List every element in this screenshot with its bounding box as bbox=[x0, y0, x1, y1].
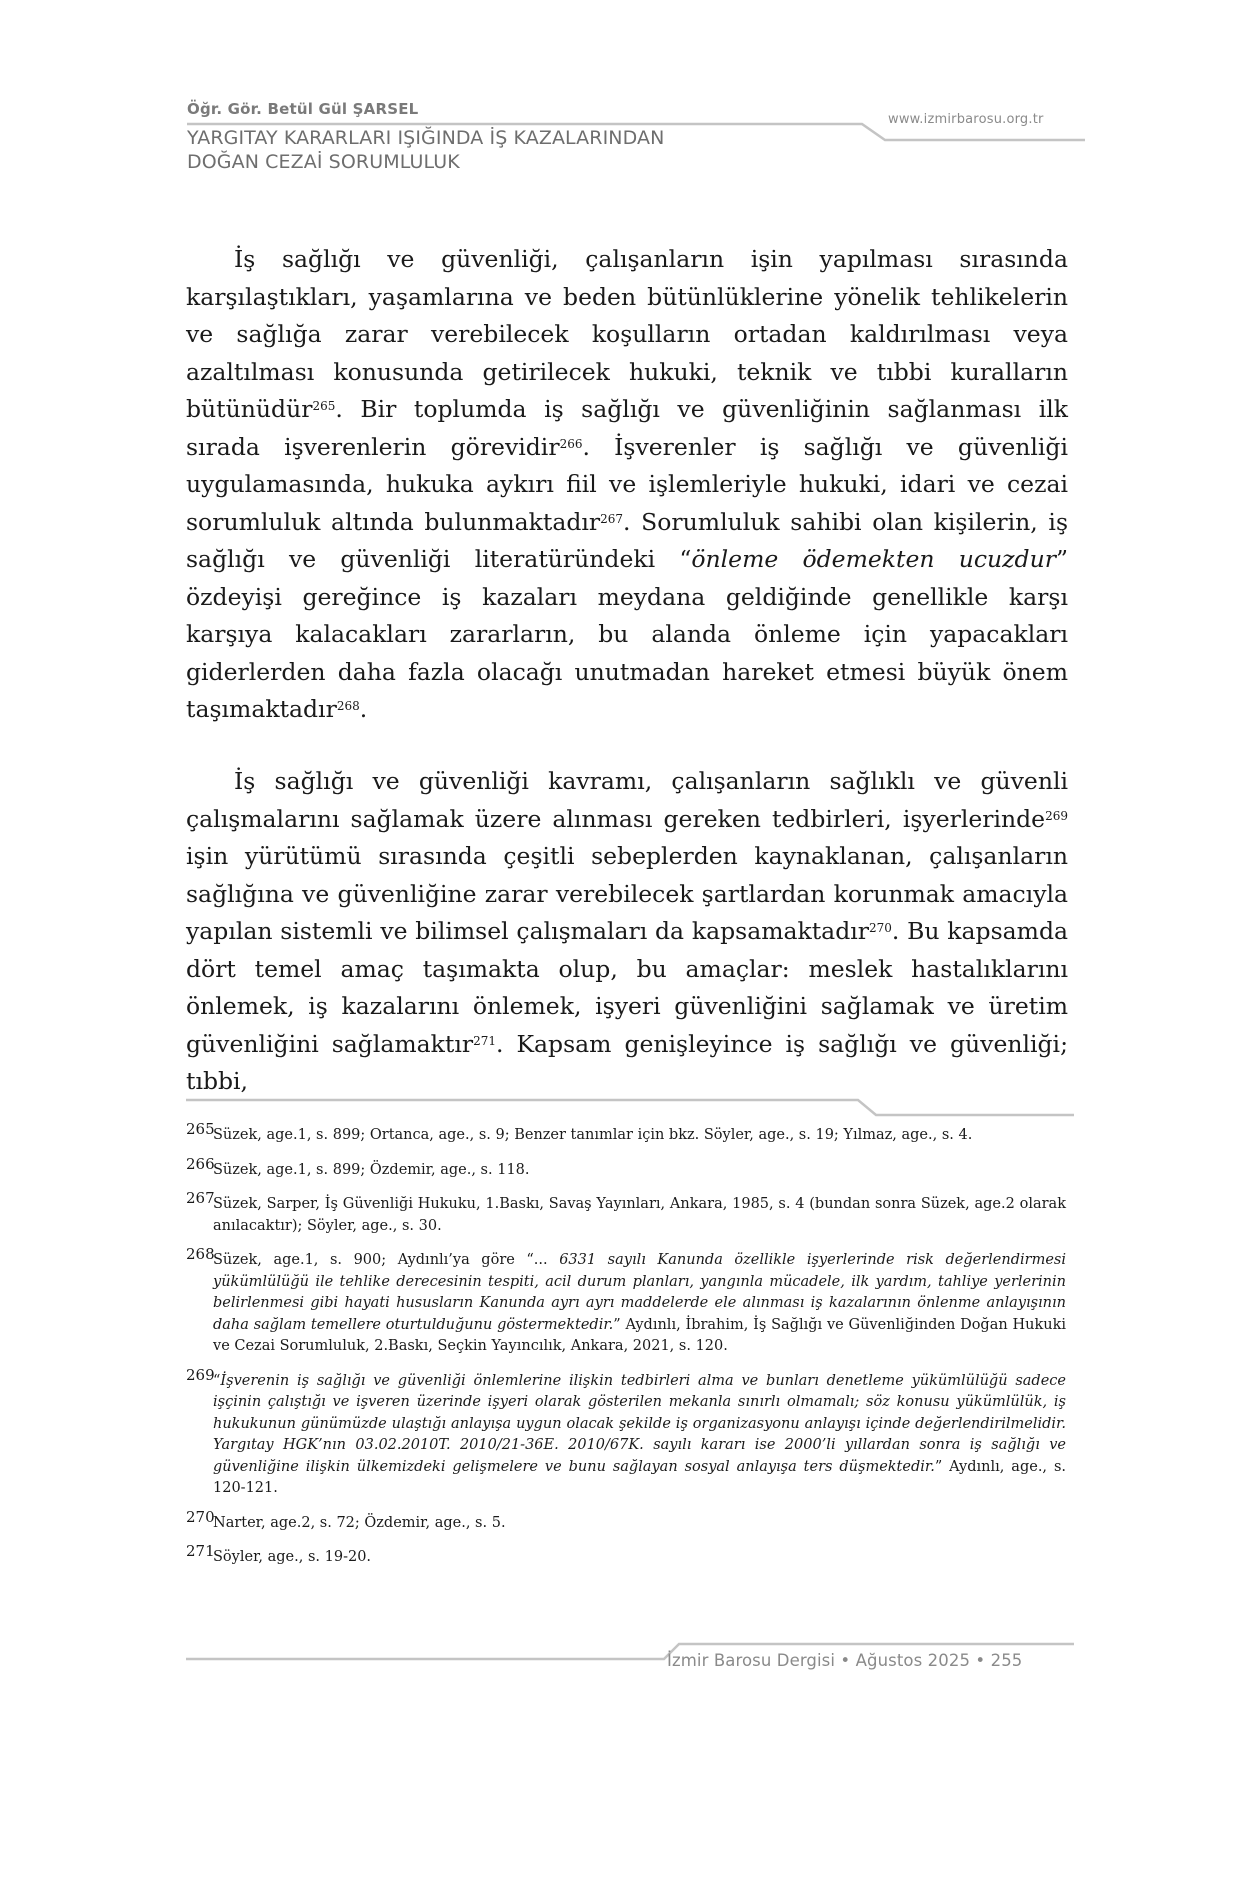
footnote-268 bbox=[186, 1245, 1066, 1358]
text-run: . İşverenler iş sağlığı ve güvenliği uygulamasında, hukuka aykırı fiil ve işlemleriyle hukuki, idari ve cezai sorumluluk altında bulunmaktadır bbox=[186, 432, 1068, 536]
footnote-quote: İşverenin iş sağlığı ve güvenliği önlemlerine ilişkin tedbirleri alma ve bunları denetleme yükümlülüğü sadece işçinin çalıştığı ve işveren üzerinde işyeri olarak gösterilen mekanla sınırlı olmamalı; söz konusu yükümlülük, iş hukukunun günümüzde ulaştığı anlayışa uygun olacak şekilde iş organizasyonu anlayışı içinde değerlendirilmelidir. Yargıtay HGK’nın 03.02.2010T. 2010/21-36E. 2010/67K. sayılı kararı ise 2000’li yıllardan sonra iş sağlığı ve güvenliğine ilişkin ülkemizdeki gelişmelere ve bunu sağlayan sosyal anlayışa ters düşmektedir. bbox=[213, 1372, 1066, 1475]
footnote-text: ” Aydınlı, İbrahim, İş Sağlığı ve Güvenliğinden Doğan Hukuki ve Cezai Sorumluluk, 2.Baskı, Seçkin Yayıncılık, Ankara, 2021, s. 120. bbox=[213, 1316, 1066, 1354]
article-title bbox=[187, 126, 664, 174]
footnote-271 bbox=[186, 1542, 1066, 1569]
footnote-text: Süzek, Sarper, İş Güvenliği Hukuku, 1.Baskı, Savaş Yayınları, Ankara, 1985, s. 4 (bundan sonra Süzek, age.2 olarak anılacaktır); Söyler, age., s. 30. bbox=[213, 1196, 1066, 1234]
text-run: . bbox=[359, 695, 368, 723]
footnote-text: “ bbox=[213, 1372, 221, 1389]
footnote-number: 265 bbox=[186, 1120, 215, 1138]
footnote-ref[interactable]: 265 bbox=[312, 399, 336, 413]
footnote-number: 266 bbox=[186, 1154, 215, 1173]
footnote-text: Süzek, age.1, s. 900; Aydınlı’ya göre “... bbox=[213, 1252, 560, 1268]
issue-date: Ağustos 2025 bbox=[855, 1651, 971, 1670]
footnotes bbox=[186, 1120, 1067, 1582]
body-paragraph-2 bbox=[186, 763, 1068, 1101]
footnote-number: 267 bbox=[186, 1189, 215, 1207]
text-run: . Bu kapsamda dört temel amaç taşımakta olup, bu amaçlar: meslek hastalıklarını önlemek, iş kazalarını önlemek, işyeri güvenliğini sağlamak ve üretim güvenliğini sağlamaktır bbox=[186, 917, 1068, 1058]
footnote-ref[interactable]: 267 bbox=[600, 511, 624, 526]
footnote-265 bbox=[186, 1120, 1066, 1147]
footnote-ref[interactable]: 270 bbox=[868, 921, 892, 935]
footnote-269 bbox=[186, 1365, 1067, 1500]
footnote-ref[interactable]: 268 bbox=[336, 699, 360, 713]
footnote-divider bbox=[186, 1098, 1076, 1118]
footnote-number: 270 bbox=[186, 1507, 215, 1526]
footnote-267 bbox=[186, 1189, 1066, 1237]
footer bbox=[667, 1651, 1022, 1670]
footer-separator: • bbox=[840, 1651, 851, 1670]
journal-name: İzmir Barosu Dergisi bbox=[667, 1651, 836, 1670]
page-number: 255 bbox=[990, 1651, 1023, 1670]
footnote-270 bbox=[186, 1507, 1066, 1535]
author-name: Öğr. Gör. Betül Gül ŞARSEL bbox=[187, 100, 419, 118]
quoted-saying: önleme ödemekten ucuzdur bbox=[691, 545, 1056, 573]
footnote-text: Narter, age.2, s. 72; Özdemir, age., s. 5. bbox=[213, 1514, 506, 1531]
footnote-number: 268 bbox=[186, 1245, 215, 1263]
footnote-text: ” Aydınlı, age., s. 120-121. bbox=[213, 1458, 1067, 1496]
text-run: işin yürütümü sırasında çeşitli sebeplerden kaynaklanan, çalışanların sağlığına ve güvenliğine zarar verebilecek şartlardan korunmak amacıyla yapılan sistemli ve bilimsel çalışmaları da kapsamaktadır bbox=[186, 842, 1068, 945]
footer-separator: • bbox=[975, 1651, 986, 1670]
article-title-line2: DOĞAN CEZAİ SORUMLULUK bbox=[187, 151, 460, 173]
text-run: . Sorumluluk sahibi olan kişilerin, iş sağlığı ve güvenliği literatüründeki “ bbox=[186, 507, 1068, 573]
footnote-text: Söyler, age., s. 19-20. bbox=[213, 1549, 372, 1565]
text-run: . Kapsam genişleyince iş sağlığı ve güvenliği; tıbbi, bbox=[186, 1029, 1068, 1095]
website-url[interactable]: www.izmirbarosu.org.tr bbox=[888, 112, 1044, 127]
footnote-quote: 6331 sayılı Kanunda özellikle işyerlerinde risk değerlendirmesi yükümlülüğü ile tehlike derecesinin tespiti, acil durum planları, yangınla mücadele, ilk yardım, tahliye yerlerinin belirlenmesi gibi hayati hususların Kanunda ayrı ayrı maddelerde ele alınması iş kazalarının önlenme anlayışının daha sağlam temellere oturtulduğunu göstermektedir. bbox=[213, 1252, 1066, 1333]
footnote-number: 269 bbox=[186, 1365, 215, 1384]
footnote-text: Süzek, age.1, s. 899; Ortanca, age., s. 9; Benzer tanımlar için bkz. Söyler, age., s. 19; Yılmaz, age., s. 4. bbox=[213, 1127, 973, 1143]
text-run: İş sağlığı ve güvenliği kavramı, çalışanların sağlıklı ve güvenli çalışmalarını sağlamak üzere alınması gereken tedbirleri, işyerlerinde bbox=[186, 767, 1068, 833]
footnote-266 bbox=[186, 1154, 1066, 1182]
text-run: . Bir toplumda iş sağlığı ve güvenliğinin sağlanması ilk sırada işverenlerin görevidir bbox=[186, 395, 1068, 461]
body-paragraph-1 bbox=[186, 241, 1068, 729]
text-run: İş sağlığı ve güvenliği, çalışanların işin yapılması sırasında karşılaştıkları, yaşamlarına ve beden bütünlüklerine yönelik tehlikelerin ve sağlığa zarar verebilecek koşulların ortadan kaldırılması veya azaltılması konusunda getirilecek hukuki, teknik ve tıbbi kuralların bütünüdür bbox=[186, 245, 1068, 423]
footnote-ref[interactable]: 271 bbox=[473, 1033, 497, 1048]
footnote-number: 271 bbox=[186, 1542, 215, 1560]
text-run: ” özdeyişi gereğince iş kazaları meydana geldiğinde genellikle karşı karşıya kalacakları zararların, bu alanda önleme için yapacakları giderlerden daha fazla olacağı unutmadan hareket etmesi büyük önem taşımaktadır bbox=[186, 545, 1068, 723]
footnote-ref[interactable]: 266 bbox=[559, 436, 583, 451]
footnote-text: Süzek, age.1, s. 899; Özdemir, age., s. 118. bbox=[213, 1161, 530, 1178]
footnote-ref[interactable]: 269 bbox=[1045, 808, 1068, 823]
article-title-line1: YARGITAY KARARLARI IŞIĞINDA İŞ KAZALARINDAN bbox=[187, 127, 665, 149]
